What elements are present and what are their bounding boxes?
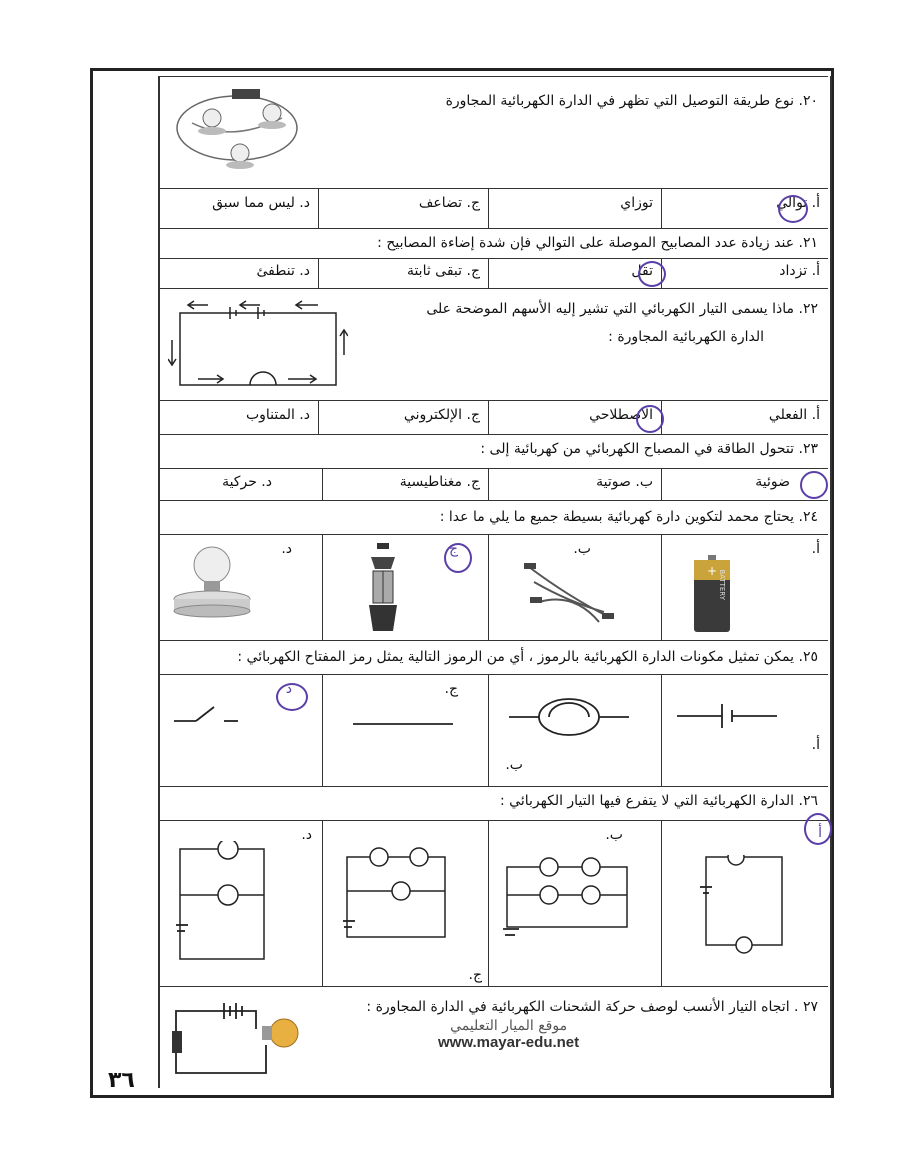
q23-option-d[interactable]: د. حركية (222, 474, 272, 490)
q24-option-a[interactable]: أ. + BATTERY (661, 535, 828, 640)
parallel-circuit-image (172, 83, 302, 179)
q23-text: ٢٣. تتحول الطاقة في المصباح الكهربائي من كهربائية إلى : (480, 441, 818, 457)
q20-row (158, 76, 828, 188)
q21-text: ٢١. عند زيادة عدد المصابيح الموصلة على التوالي فإن شدة إضاءة المصابيح : (377, 235, 818, 251)
q23-options (158, 468, 828, 500)
q26-option-b[interactable]: ب. (488, 821, 661, 986)
watermark (438, 1018, 579, 1051)
lantern-image (363, 543, 403, 633)
battery-symbol (677, 701, 787, 731)
q22-option-b[interactable]: الاصطلاحي (488, 401, 661, 434)
answer-circle (804, 813, 832, 845)
lamp-image (172, 541, 252, 621)
q25-option-a[interactable]: أ. (661, 675, 828, 786)
q22-option-a[interactable]: أ. الفعلي (661, 401, 828, 434)
q26-option-c[interactable]: ج. (322, 821, 488, 986)
watermark-arabic: موقع الميار التعليمي (450, 1018, 568, 1034)
q25-option-d[interactable]: د (158, 675, 322, 786)
q24-text: ٢٤. يحتاج محمد لتكوين دارة كهربائية بسيطة جميع ما يلي ما عدا : (439, 509, 818, 525)
q22-option-d[interactable]: د. المتناوب (245, 407, 310, 423)
q23-row (158, 434, 828, 468)
q24-option-c[interactable]: ج (322, 535, 488, 640)
q26-option-d[interactable]: د. (158, 821, 322, 986)
q22-row (158, 288, 828, 400)
q21-options (158, 258, 828, 288)
watermark-url: www.mayar-edu.net (438, 1034, 580, 1051)
q25-row (158, 640, 828, 674)
svg-text:+: + (706, 564, 718, 578)
parallel-circuit-d (176, 841, 276, 961)
q21-option-c[interactable]: ج. تبقى ثابتة (318, 259, 488, 288)
q20-option-b[interactable]: توزاي (488, 189, 661, 228)
answer-circle (444, 543, 472, 573)
answer-circle (800, 471, 828, 499)
q22-options (158, 400, 828, 434)
battery-image (692, 555, 732, 635)
q25-option-c[interactable]: ج. (322, 675, 488, 786)
q21-row (158, 228, 828, 258)
series-circuit (696, 855, 786, 955)
q21-option-b[interactable]: تقل (488, 259, 661, 288)
wires-image (524, 557, 614, 627)
answer-circle (778, 195, 808, 223)
q26-row (158, 786, 828, 820)
switch-symbol (174, 701, 244, 731)
q23-option-a[interactable]: ضوئية (661, 469, 828, 500)
q24-option-d[interactable]: د. (158, 535, 322, 640)
q24-options (158, 534, 828, 640)
q25-option-b[interactable]: ب. (488, 675, 661, 786)
q20-option-a[interactable]: أ. توالي (661, 189, 828, 228)
q25-options (158, 674, 828, 786)
circuit-with-bulb (166, 993, 316, 1083)
answer-circle (276, 683, 308, 711)
answer-circle (636, 405, 664, 433)
q21-option-a[interactable]: أ. تزداد (661, 259, 828, 288)
q20-text: ٢٠. نوع طريقة التوصيل التي تظهر في الدارة الكهربائية المجاورة (445, 93, 818, 109)
q22-text-line1: ٢٢. ماذا يسمى التيار الكهربائي التي تشير إليه الأسهم الموضحة على (426, 301, 818, 317)
q22-option-c[interactable]: ج. الإلكتروني (318, 401, 488, 434)
q25-text: ٢٥. يمكن تمثيل مكونات الدارة الكهربائية بالرموز ، أي من الرموز التالية يمثل رمز المفتاح الكهربائي : (237, 649, 818, 665)
q23-option-c[interactable]: ج. مغناطيسية (322, 469, 488, 500)
q20-option-d[interactable]: د. ليس مما سبق (212, 195, 310, 211)
q26-options (158, 820, 828, 986)
circuit-arrows-diagram (168, 295, 348, 395)
q26-text: ٢٦. الدارة الكهربائية التي لا يتفرع فيها التيار الكهربائي : (500, 793, 818, 809)
parallel-circuit-b (503, 855, 633, 955)
lamp-symbol (509, 695, 629, 739)
q20-options (158, 188, 828, 228)
wire-symbol (353, 719, 453, 729)
answer-circle (638, 261, 666, 287)
battery-label: BATTERY (718, 569, 726, 600)
q23-option-b[interactable]: ب. صوتية (488, 469, 661, 500)
q27-text: ٢٧ . اتجاه التيار الأنسب لوصف حركة الشحنات الكهربائية في الدارة المجاورة : (366, 999, 818, 1015)
parallel-circuit-c (343, 847, 453, 947)
q24-option-b[interactable]: ب. (488, 535, 661, 640)
q24-row (158, 500, 828, 534)
q20-option-c[interactable]: ج. تضاعف (318, 189, 488, 228)
q22-text-line2: الدارة الكهربائية المجاورة : (608, 329, 764, 345)
q26-option-a[interactable]: أ (661, 821, 828, 986)
page-number: ٣٦ (108, 1068, 135, 1093)
q21-option-d[interactable]: د. تنطفئ (256, 263, 310, 279)
